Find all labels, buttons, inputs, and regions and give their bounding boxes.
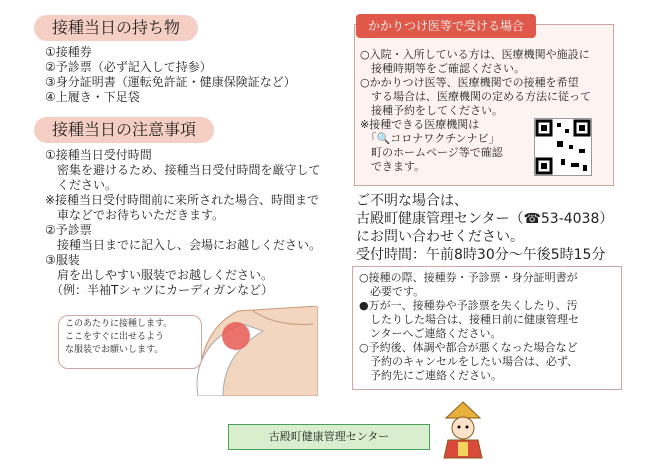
text-line: ○接種の際、接種券・予診票・身分証明書が [359, 271, 578, 284]
text-line: ●万が一、接種券や予診票を失くしたり、汚 [359, 299, 578, 312]
text-line: ンターへご連絡ください。 [359, 327, 502, 340]
caption-line: ここをすぐに出せるよう [65, 332, 165, 342]
contact-line: 古殿町健康管理センター（☎53-4038） [356, 211, 614, 227]
text-line: ※接種できる医療機関は [360, 118, 480, 131]
text-line: 接種予約をしてください。 [360, 104, 503, 117]
list-item: ③身分証明書（運転免許証・健康保険証など） [45, 75, 296, 89]
text-line: 予約先にご連絡ください。 [359, 369, 502, 382]
list-item: 肩を出しやすい服装でお越しください。 [45, 268, 274, 282]
text-line: ○予約後、体調や都合が悪くなった場合など [359, 341, 578, 354]
text-line: ○かかりつけ医等、医療機関での接種を希望 [360, 76, 579, 89]
text-line: できます。 [360, 160, 426, 173]
text-line: 「🔍コロナワクチンナビ」 [360, 132, 500, 145]
caption-line: このあたりに接種します。 [65, 319, 173, 329]
arm-caption-box [58, 315, 202, 369]
text-line: ○入院・入所している方は、医療機関や施設に [360, 48, 590, 61]
qr-code-icon [535, 119, 591, 175]
list-item: ④上履き・下足袋 [45, 90, 140, 104]
text-line: したりした場合は、接種日前に健康管理セ [359, 313, 579, 326]
items-title: 接種当日の持ち物 [34, 15, 198, 41]
list-item: 車などでお待ちいただきます。 [45, 208, 225, 222]
contact-block [356, 192, 613, 264]
text-line: する場合は、医療機関の定める方法に従って [360, 90, 591, 103]
list-item: ください。 [45, 178, 118, 192]
qr-code[interactable] [534, 118, 592, 176]
list-item: 密集を避けるため、接種当日受付時間を厳守して [45, 163, 321, 177]
contact-line: にお問い合わせください。 [356, 229, 524, 245]
contact-line: ご不明な場合は、 [356, 193, 468, 209]
list-item: ※接種当日受付時間前に来所された場合、時間まで [45, 193, 320, 207]
notice-box [352, 266, 622, 390]
notes-list [45, 148, 321, 298]
contact-line: 受付時間：午前8時30分～午後5時15分 [356, 247, 606, 263]
text-line: 接種時期等をご確認ください。 [360, 62, 525, 75]
items-list [45, 45, 296, 105]
list-item: ②予診票（必ず記入して持参） [45, 60, 212, 74]
caption-line: な服装でお願いします。 [65, 345, 164, 355]
clinic-tab: かかりつけ医等で受ける場合 [356, 14, 536, 38]
mascot-illustration [438, 400, 488, 460]
text-line: 必要です。 [359, 285, 425, 298]
notes-title: 接種当日の注意事項 [34, 117, 214, 143]
list-item: ①接種券 [45, 45, 92, 59]
text-line: 町のホームページ等で確認 [360, 146, 503, 159]
footer-label: 古殿町健康管理センター [228, 424, 430, 450]
list-item: ①接種当日受付時間 [45, 148, 152, 162]
list-item: ③服装 [45, 253, 80, 267]
mascot-icon [438, 400, 488, 460]
list-item: 接種当日までに記入し、会場にお越しください。 [45, 238, 322, 252]
text-line: 予約のキャンセルをしたい場合は、必ず、 [359, 355, 579, 368]
list-item: （例：半袖Tシャツにカーディガンなど） [45, 283, 274, 297]
list-item: ②予診票 [45, 223, 92, 237]
